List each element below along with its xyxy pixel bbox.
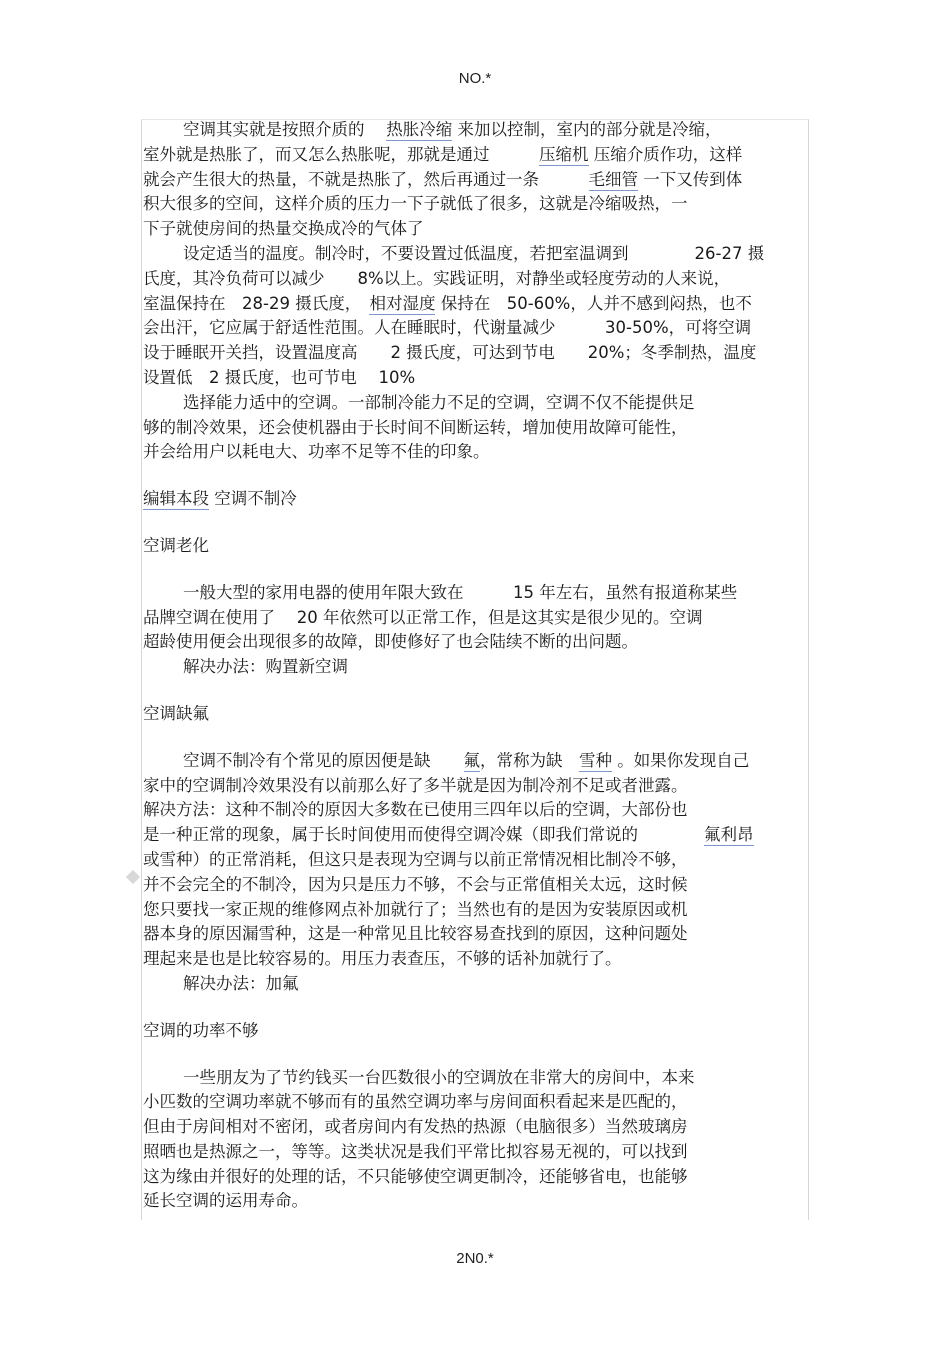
section-heading-power xyxy=(143,1019,811,1044)
text-line xyxy=(143,487,811,512)
text-line: 这为缘由并很好的处理的话，不只能够使空调更制冷，还能够省电，也能够 xyxy=(143,1166,688,1186)
text-line: 照晒也是热源之一，等等。这类状况是我们平常比拟容易无视的，可以找到 xyxy=(143,1141,688,1161)
text-line xyxy=(143,292,811,317)
text-line xyxy=(143,749,811,774)
text-line: 您只要找一家正规的维修网点补加就行了；当然也有的是因为安装原因或机 xyxy=(143,899,688,919)
link-relative-humidity[interactable]: 相对湿度 xyxy=(369,293,436,313)
text-line: 设于睡眠开关挡，设置温度高 2 摄氏度，可达到节电 20%；冬季制热，温度 xyxy=(143,343,757,363)
heading-text: 空调老化 xyxy=(143,535,209,555)
text-line: 氏度，其冷负荷可以减少 8%以上。实践证明，对静坐或轻度劳动的人来说， xyxy=(143,268,731,288)
paragraph-refrigerant xyxy=(143,749,811,997)
text-line: 延长空调的运用寿命。 xyxy=(143,1191,308,1211)
text-segment: 是一种正常的现象，属于长时间使用而使得空调冷媒（即我们常说的 xyxy=(143,825,704,845)
page-footer: 2N0.* xyxy=(456,1250,494,1267)
text-line xyxy=(143,118,811,143)
text-line: 一般大型的家用电器的使用年限大致在 15 年左右，虽然有报道称某些 xyxy=(183,582,738,602)
text-line: 家中的空调制冷效果没有以前那么好了多半就是因为制冷剂不足或者泄露。 xyxy=(143,775,688,795)
link-fluorine[interactable]: 氟 xyxy=(463,750,480,770)
text-line xyxy=(143,143,811,168)
text-line: 超龄使用便会出现很多的故障，即使修好了也会陆续不断的出问题。 xyxy=(143,632,638,652)
section-heading-refrigerant xyxy=(143,702,811,727)
section-heading-aging xyxy=(143,534,811,559)
link-compressor[interactable]: 压缩机 xyxy=(539,144,589,164)
text-segment: 室外就是热胀了，而又怎么热胀呢，那就是通过 xyxy=(143,144,539,164)
text-segment: 空调不制冷有个常见的原因便是缺 xyxy=(183,750,464,770)
paragraph-power xyxy=(143,1066,811,1215)
heading-text: 空调的功率不够 xyxy=(143,1020,259,1040)
text-line: 或雪种）的正常消耗，但这只是表现为空调与以前正常情况相比制冷不够， xyxy=(143,849,688,869)
text-line: 解决方法：这种不制冷的原因大多数在已使用三四年以后的空调，大部份也 xyxy=(143,800,688,820)
text-line: 够的制冷效果，还会使机器由于长时间不间断运转，增加使用故障可能性， xyxy=(143,417,688,437)
text-line: 小匹数的空调功率就不够而有的虽然空调功率与房间面积看起来是匹配的， xyxy=(143,1092,688,1112)
text-line: 但由于房间相对不密闭，或者房间内有发热的热源（电脑很多）当然玻璃房 xyxy=(143,1117,688,1137)
text-segment: 。如果你发现自己 xyxy=(612,750,750,770)
text-line: 解决办法：购置新空调 xyxy=(183,657,348,677)
paragraph-capacity xyxy=(143,391,811,465)
paragraph-aging xyxy=(143,581,811,680)
text-line xyxy=(143,823,811,848)
text-segment: 空调其实就是按照介质的 xyxy=(183,120,387,139)
text-line: 一些朋友为了节约钱买一台匹数很小的空调放在非常大的房间中，本来 xyxy=(183,1067,695,1087)
text-segment: 压缩介质作功，这样 xyxy=(588,144,743,164)
text-segment: 来加以控制，室内的部分就是冷缩， xyxy=(452,120,722,139)
text-segment: 室温保持在 28-29 摄氏度， xyxy=(143,293,370,313)
text-line: 下子就使房间的热量交换成冷的气体了 xyxy=(143,219,424,239)
text-segment: 保持在 50-60%，人并不感到闷热，也不 xyxy=(435,293,752,313)
text-line: 会出汗，它应属于舒适性范围。人在睡眠时，代谢量减少 30-50%，可将空调 xyxy=(143,318,752,338)
edit-section-link[interactable]: 编辑本段 xyxy=(143,489,209,509)
text-line: 品牌空调在使用了 20 年依然可以正常工作，但是这其实是很少见的。空调 xyxy=(143,607,703,627)
page-header: NO.* xyxy=(458,70,492,87)
link-thermal-expansion[interactable]: 热胀冷缩 xyxy=(386,120,453,139)
link-freon[interactable]: 氟利昂 xyxy=(704,825,754,845)
text-line xyxy=(143,168,811,193)
text-segment: 就会产生很大的热量，不就是热胀了，然后再通过一条 xyxy=(143,169,589,189)
section-heading-not-cooling xyxy=(143,487,811,512)
text-line: 解决办法：加氟 xyxy=(183,973,299,993)
link-capillary[interactable]: 毛细管 xyxy=(588,169,638,189)
link-refrigerant[interactable]: 雪种 xyxy=(579,750,612,770)
text-line: 设置低 2 摄氏度，也可节电 10% xyxy=(143,367,416,387)
heading-text: 空调不制冷 xyxy=(209,489,297,509)
text-segment: 一下又传到体 xyxy=(638,169,743,189)
text-line: 理起来是也是比较容易的。用压力表查压，不够的话补加就行了。 xyxy=(143,949,622,969)
paragraph-temperature xyxy=(143,242,811,391)
text-line: 设定适当的温度。制冷时，不要设置过低温度，若把室温调到 26-27 摄 xyxy=(183,243,765,263)
text-line: 并会给用户以耗电大、功率不足等不佳的印象。 xyxy=(143,442,490,462)
text-line: 选择能力适中的空调。一部制冷能力不足的空调，空调不仅不能提供足 xyxy=(183,392,695,412)
scan-mark xyxy=(126,870,140,884)
heading-text: 空调缺氟 xyxy=(143,703,209,723)
text-line: 积大很多的空间，这样介质的压力一下子就低了很多，这就是冷缩吸热，一 xyxy=(143,194,688,214)
paragraph-ac-principle xyxy=(143,118,811,242)
text-line: 器本身的原因漏雪种，这是一种常见且比较容易查找到的原因，这种问题处 xyxy=(143,924,688,944)
text-line: 并不会完全的不制冷，因为只是压力不够，不会与正常值相关太远，这时候 xyxy=(143,874,688,894)
text-segment: ，常称为缺 xyxy=(480,750,579,770)
document-body xyxy=(143,118,811,1214)
